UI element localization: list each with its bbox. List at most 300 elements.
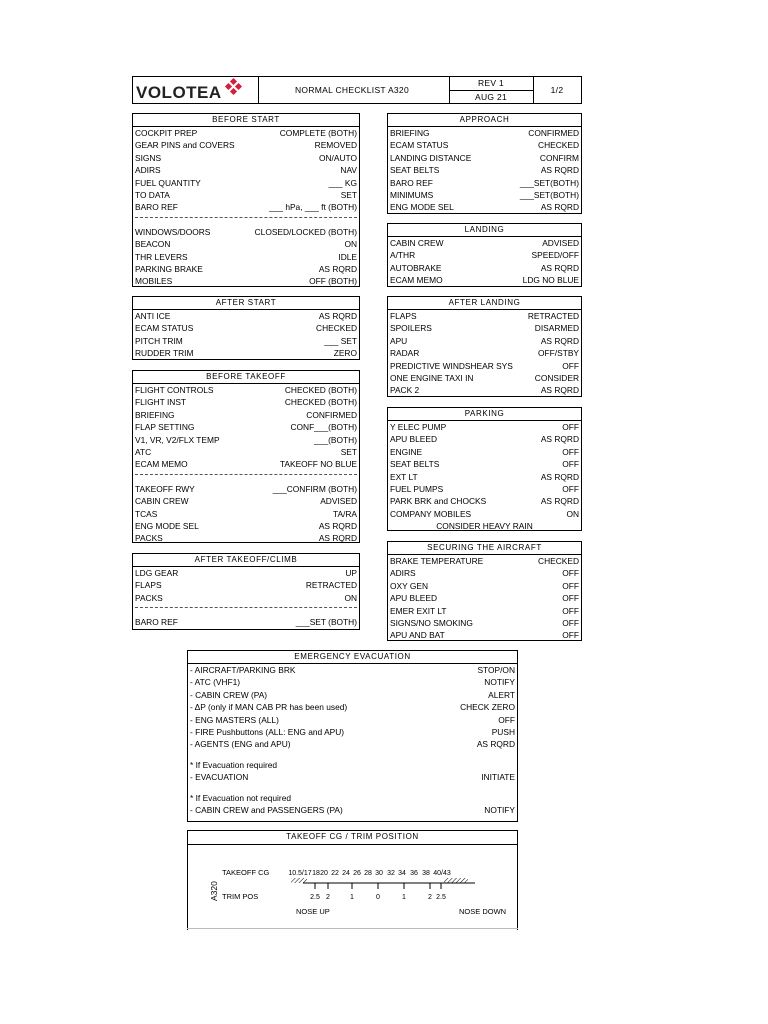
before-takeoff-section	[132, 370, 360, 543]
trim-section	[187, 830, 518, 930]
item-label: BARO REF	[390, 177, 433, 188]
checklist-row	[188, 738, 517, 750]
item-label: TAKEOFF RWY	[135, 483, 195, 494]
checklist-row	[388, 201, 581, 213]
item-value: CHECKED	[538, 556, 579, 566]
volotea-diamond-icon	[224, 78, 244, 98]
hatch-left	[291, 878, 307, 883]
cg-tick-label: 10.5/17	[288, 870, 312, 877]
item-label: ENG MODE SEL	[135, 520, 199, 531]
checklist-row	[133, 483, 359, 495]
item-label: LDG GEAR	[135, 568, 179, 578]
item-value: AS RQRD	[540, 335, 579, 346]
checklist-row	[133, 434, 359, 446]
item-value: CONSIDER	[534, 372, 579, 383]
checklist-row	[388, 127, 581, 139]
item-value: IDLE	[338, 251, 357, 262]
checklist-row	[388, 458, 581, 470]
item-label: BEACON	[135, 239, 171, 250]
item-value: AS RQRD	[318, 520, 357, 531]
rev-date: AUG 21	[474, 91, 508, 102]
item-label: - FIRE Pushbuttons (ALL: ENG and APU)	[190, 726, 345, 737]
item-value: CONF___(BOTH)	[290, 422, 357, 433]
checklist-row	[133, 592, 359, 604]
item-value: ___(BOTH)	[314, 434, 357, 445]
logo-cell	[133, 77, 259, 103]
item-value: ON	[566, 508, 579, 519]
note-evac-required: * If Evacuation required	[190, 759, 278, 770]
nose-up-label: NOSE UP	[296, 907, 330, 916]
rev-label: REV 1	[449, 77, 533, 91]
item-value: ON	[344, 239, 357, 250]
item-value: OFF	[562, 630, 579, 641]
checklist-row	[133, 520, 359, 532]
item-value: ___SET(BOTH)	[519, 189, 579, 200]
trim-tick-label: 1	[350, 894, 354, 901]
checklist-row	[188, 664, 517, 676]
checklist-row	[388, 177, 581, 189]
item-value: AS RQRD	[540, 471, 579, 482]
checklist-row	[388, 629, 581, 641]
aircraft-label: A320	[209, 881, 219, 901]
checklist-row	[133, 458, 359, 470]
after-start-items	[133, 310, 359, 360]
checklist-row	[133, 532, 359, 544]
checklist-row	[388, 433, 581, 445]
item-label: - ENG MASTERS (ALL)	[190, 714, 279, 725]
item-value: AS RQRD	[540, 202, 579, 213]
item-value: AS RQRD	[318, 311, 357, 321]
item-value: PUSH	[491, 726, 515, 737]
item-value: COMPLETE (BOTH)	[279, 128, 357, 138]
item-value: ___SET (BOTH)	[295, 617, 357, 628]
item-value: ON/AUTO	[318, 152, 357, 163]
item-value: OFF	[498, 714, 515, 725]
item-value: SPEED/OFF	[531, 250, 579, 261]
item-label: LANDING DISTANCE	[390, 152, 472, 163]
item-label: MINIMUMS	[390, 189, 434, 200]
item-value: CLOSED/LOCKED (BOTH)	[254, 226, 357, 237]
after-takeoff-group2	[133, 616, 359, 628]
cg-tick-label: 34	[398, 870, 406, 877]
item-value: ___ hPa, ___ ft (BOTH)	[269, 202, 357, 213]
checklist-row	[133, 263, 359, 275]
after-takeoff-title: AFTER TAKEOFF/CLIMB	[133, 554, 359, 567]
landing-title: LANDING	[388, 224, 581, 237]
item-label: OXY GEN	[390, 580, 429, 591]
checklist-row	[133, 238, 359, 250]
item-label: ANTI ICE	[135, 311, 171, 321]
trim-label: TRIM POS	[222, 892, 259, 901]
item-label: AUTOBRAKE	[390, 262, 442, 273]
parking-title: PARKING	[388, 408, 581, 421]
checklist-row	[388, 249, 581, 261]
item-label: - CABIN CREW and PASSENGERS (PA)	[190, 804, 343, 815]
checklist-row	[388, 335, 581, 347]
item-label: ENGINE	[390, 446, 423, 457]
item-label: TCAS	[135, 508, 158, 519]
item-label: - AIRCRAFT/PARKING BRK	[190, 665, 296, 675]
item-value: CONFIRMED	[528, 128, 579, 138]
before-start-title: BEFORE START	[133, 114, 359, 127]
item-value: CHECKED	[538, 140, 579, 151]
item-label: COCKPIT PREP	[135, 128, 198, 138]
trim-tick-label: 2.5	[310, 894, 320, 901]
item-value: LDG NO BLUE	[522, 275, 579, 286]
cg-tick-label: 22	[331, 870, 339, 877]
item-label: ECAM MEMO	[390, 275, 443, 286]
checklist-row	[388, 164, 581, 176]
checklist-row	[133, 579, 359, 591]
item-value: TA/RA	[332, 508, 357, 519]
cg-tick-label: 36	[410, 870, 418, 877]
cg-tick-label: 18	[312, 870, 320, 877]
item-value: CHECK ZERO	[460, 702, 515, 713]
checklist-row	[133, 139, 359, 151]
before-start-group2	[133, 226, 359, 288]
item-label: Y ELEC PUMP	[390, 422, 447, 432]
item-value: NOTIFY	[484, 804, 515, 815]
securing-items	[388, 555, 581, 642]
item-label: PREDICTIVE WINDSHEAR SYS	[390, 360, 513, 371]
item-label: ECAM STATUS	[135, 323, 194, 334]
checklist-row	[133, 347, 359, 359]
landing-items	[388, 237, 581, 287]
item-value: AS RQRD	[540, 496, 579, 507]
item-value: CHECKED (BOTH)	[284, 385, 357, 395]
rev-cell	[449, 77, 534, 103]
item-label: - AGENTS (ENG and APU)	[190, 739, 291, 750]
checklist-row	[133, 335, 359, 347]
item-value: AS RQRD	[318, 533, 357, 544]
cg-label: TAKEOFF CG	[222, 868, 270, 877]
item-value: ALERT	[488, 689, 515, 700]
item-label: THR LEVERS	[135, 251, 188, 262]
before-takeoff-title: BEFORE TAKEOFF	[133, 371, 359, 384]
item-label: A/THR	[390, 250, 416, 261]
checklist-row	[133, 127, 359, 139]
checklist-row	[188, 689, 517, 701]
parking-items	[388, 421, 581, 520]
item-label: - ΔP (only if MAN CAB PR has been used)	[190, 702, 348, 713]
checklist-row	[133, 396, 359, 408]
item-label: WINDOWS/DOORS	[135, 226, 211, 237]
checklist-row	[388, 322, 581, 334]
item-label: ATC	[135, 446, 152, 457]
checklist-row	[388, 347, 581, 359]
checklist-row	[133, 446, 359, 458]
notify-item	[188, 804, 517, 816]
trim-bottom-edge	[187, 928, 518, 930]
checklist-row	[133, 251, 359, 263]
item-value: AS RQRD	[476, 739, 515, 750]
trim-tick-label: 1	[402, 894, 406, 901]
item-value: TAKEOFF NO BLUE	[279, 459, 357, 470]
checklist-row	[388, 189, 581, 201]
checklist-row	[133, 616, 359, 628]
checklist-row	[388, 483, 581, 495]
item-label: RADAR	[390, 348, 420, 359]
item-label: FUEL QUANTITY	[135, 177, 201, 188]
checklist-row	[388, 605, 581, 617]
trim-tick-label: 2.5	[436, 894, 446, 901]
after-landing-section	[387, 296, 582, 397]
item-value: ___SET(BOTH)	[519, 177, 579, 188]
item-label: APU	[390, 335, 408, 346]
trim-tick-label: 0	[376, 894, 380, 901]
checklist-row	[388, 237, 581, 249]
checklist-row	[388, 360, 581, 372]
after-landing-title: AFTER LANDING	[388, 297, 581, 310]
page-number: 1/2	[550, 85, 564, 95]
item-value: OFF	[562, 459, 579, 470]
trim-title: TAKEOFF CG / TRIM POSITION	[188, 831, 517, 845]
item-label: SPOILERS	[390, 323, 432, 334]
checklist-row	[133, 508, 359, 520]
after-start-section	[132, 296, 360, 360]
checklist-row	[388, 567, 581, 579]
checklist-row	[388, 152, 581, 164]
trim-diagram	[188, 845, 517, 931]
checklist-row	[388, 262, 581, 274]
checklist-row	[388, 384, 581, 396]
item-label: PARK BRK and CHOCKS	[390, 496, 487, 507]
checklist-title: NORMAL CHECKLIST A320	[255, 77, 450, 103]
evacuation-item	[188, 771, 517, 783]
item-value: ZERO	[333, 348, 357, 359]
checklist-row	[133, 164, 359, 176]
item-value: AS RQRD	[318, 263, 357, 274]
item-value: RETRACTED	[527, 311, 579, 321]
securing-section	[387, 541, 582, 641]
item-value: CHECKED	[316, 323, 357, 334]
item-label: V1, VR, V2/FLX TEMP	[135, 434, 220, 445]
cg-tick-label: 28	[364, 870, 372, 877]
item-label: PACKS	[135, 533, 163, 544]
item-label: FLIGHT INST	[135, 397, 187, 408]
item-value: ___ SET	[324, 335, 357, 346]
after-start-title: AFTER START	[133, 297, 359, 310]
item-value: SET	[340, 446, 357, 457]
item-label: PACKS	[135, 592, 163, 603]
item-value: OFF	[562, 360, 579, 371]
checklist-row	[133, 409, 359, 421]
landing-section	[387, 223, 582, 287]
checklist-row	[388, 617, 581, 629]
item-label: ADIRS	[135, 165, 161, 176]
checklist-row	[133, 384, 359, 396]
item-label: FLIGHT CONTROLS	[135, 385, 214, 395]
item-value: ADVISED	[320, 496, 357, 507]
checklist-row	[133, 177, 359, 189]
item-label: RUDDER TRIM	[135, 348, 194, 359]
item-label: PITCH TRIM	[135, 335, 183, 346]
cg-tick-label: 26	[353, 870, 361, 877]
item-label: EXT LT	[390, 471, 418, 482]
checklist-row	[388, 555, 581, 567]
checklist-row	[133, 226, 359, 238]
item-value: INITIATE	[481, 772, 515, 783]
cg-tick-label: 24	[342, 870, 350, 877]
item-value: OFF	[562, 483, 579, 494]
header-table	[132, 76, 582, 104]
checklist-row	[388, 139, 581, 151]
item-label: BRIEFING	[390, 128, 430, 138]
item-value: ON	[344, 592, 357, 603]
item-value: CONFIRM	[539, 152, 579, 163]
item-value: ADVISED	[542, 238, 579, 248]
item-label: BARO REF	[135, 617, 178, 628]
item-value: AS RQRD	[540, 385, 579, 396]
checklist-row	[133, 152, 359, 164]
item-value: AS RQRD	[540, 434, 579, 445]
checklist-row	[388, 471, 581, 483]
before-takeoff-group2	[133, 483, 359, 545]
item-value: OFF	[562, 580, 579, 591]
cg-tick-label: 38	[422, 870, 430, 877]
item-value: OFF	[562, 568, 579, 579]
item-value: OFF/STBY	[538, 348, 579, 359]
item-label: ONE ENGINE TAXI IN	[390, 372, 474, 383]
item-label: SIGNS/NO SMOKING	[390, 617, 473, 628]
item-label: FLAPS	[390, 311, 417, 321]
item-label: ENG MODE SEL	[390, 202, 454, 213]
nose-down-label: NOSE DOWN	[459, 907, 507, 916]
dashed-divider	[135, 474, 357, 481]
item-label: - ATC (VHF1)	[190, 677, 241, 688]
checklist-row	[133, 275, 359, 287]
item-label: - CABIN CREW (PA)	[190, 689, 268, 700]
checklist-row	[188, 701, 517, 713]
parking-footer: CONSIDER HEAVY RAIN	[436, 521, 533, 532]
item-value: CHECKED (BOTH)	[284, 397, 357, 408]
checklist-row	[388, 592, 581, 604]
item-value: OFF (BOTH)	[309, 276, 357, 287]
checklist-row	[133, 201, 359, 213]
after-takeoff-group1	[133, 567, 359, 604]
item-label: - EVACUATION	[190, 772, 249, 783]
checklist-row	[133, 310, 359, 322]
item-value: ___CONFIRM (BOTH)	[272, 483, 357, 494]
cg-tick-label: 40/43	[433, 870, 451, 877]
item-label: SIGNS	[135, 152, 162, 163]
approach-title: APPROACH	[388, 114, 581, 127]
item-value: NOTIFY	[484, 677, 515, 688]
item-value: OFF	[562, 605, 579, 616]
item-label: CABIN CREW	[135, 496, 189, 507]
cg-tick-label: 32	[387, 870, 395, 877]
item-label: ADIRS	[390, 568, 416, 579]
after-landing-items	[388, 310, 581, 397]
item-value: NAV	[340, 165, 357, 176]
emergency-items	[188, 664, 517, 751]
checklist-row	[388, 495, 581, 507]
checklist-row	[188, 676, 517, 688]
item-value: UP	[345, 568, 357, 578]
securing-title: SECURING THE AIRCRAFT	[388, 542, 581, 555]
item-label: EMER EXIT LT	[390, 605, 447, 616]
item-label: APU BLEED	[390, 434, 438, 445]
item-label: PACK 2	[390, 385, 420, 396]
item-value: OFF	[562, 593, 579, 604]
dashed-divider	[135, 217, 357, 224]
note-evac-not-required: * If Evacuation not required	[190, 792, 292, 803]
item-label: GEAR PINS and COVERS	[135, 140, 235, 151]
item-value: AS RQRD	[540, 165, 579, 176]
cg-tick-label: 30	[375, 870, 383, 877]
item-value: OFF	[562, 422, 579, 432]
item-value: REMOVED	[314, 140, 357, 151]
item-value: ___ KG	[328, 177, 357, 188]
item-value: AS RQRD	[540, 262, 579, 273]
emergency-section	[187, 650, 518, 822]
checklist-row	[388, 508, 581, 520]
item-value: OFF	[562, 446, 579, 457]
item-label: ECAM MEMO	[135, 459, 188, 470]
item-value: RETRACTED	[305, 580, 357, 591]
item-label: FLAP SETTING	[135, 422, 195, 433]
before-start-section	[132, 113, 360, 287]
item-label: FUEL PUMPS	[390, 483, 444, 494]
trim-tick-label: 2	[326, 894, 330, 901]
checklist-row	[388, 446, 581, 458]
checklist-row	[133, 322, 359, 334]
hatch-right	[444, 878, 468, 883]
item-label: CABIN CREW	[390, 238, 444, 248]
trim-tick-label: 2	[428, 894, 432, 901]
item-value: OFF	[562, 617, 579, 628]
approach-items	[388, 127, 581, 214]
item-label: ECAM STATUS	[390, 140, 449, 151]
volotea-logo: VOLOTEA	[136, 83, 222, 102]
before-start-group1	[133, 127, 359, 214]
checklist-row	[133, 567, 359, 579]
item-value: DISARMED	[534, 323, 579, 334]
item-label: SEAT BELTS	[390, 459, 440, 470]
item-label: BARO REF	[135, 202, 178, 213]
checklist-row	[188, 714, 517, 726]
item-label: PARKING BRAKE	[135, 263, 203, 274]
approach-section	[387, 113, 582, 214]
item-value: CONFIRMED	[306, 409, 357, 420]
checklist-row	[388, 421, 581, 433]
checklist-row	[388, 310, 581, 322]
parking-section	[387, 407, 582, 531]
checklist-row	[133, 421, 359, 433]
item-value: SET	[340, 189, 357, 200]
item-label: SEAT BELTS	[390, 165, 440, 176]
item-label: BRIEFING	[135, 409, 175, 420]
checklist-row	[133, 495, 359, 507]
item-label: COMPANY MOBILES	[390, 508, 472, 519]
checklist-row	[188, 726, 517, 738]
checklist-row	[133, 189, 359, 201]
item-label: FLAPS	[135, 580, 162, 591]
dashed-divider	[135, 607, 357, 614]
checklist-row	[388, 580, 581, 592]
item-label: APU AND BAT	[390, 630, 445, 641]
after-takeoff-section	[132, 553, 360, 630]
item-label: APU BLEED	[390, 593, 438, 604]
checklist-row	[388, 372, 581, 384]
item-label: MOBILES	[135, 276, 173, 287]
checklist-row	[388, 274, 581, 286]
before-takeoff-group1	[133, 384, 359, 471]
cg-tick-label: 20	[320, 870, 328, 877]
item-label: BRAKE TEMPERATURE	[390, 556, 484, 566]
emergency-title: EMERGENCY EVACUATION	[188, 651, 517, 664]
item-value: STOP/ON	[477, 665, 515, 675]
